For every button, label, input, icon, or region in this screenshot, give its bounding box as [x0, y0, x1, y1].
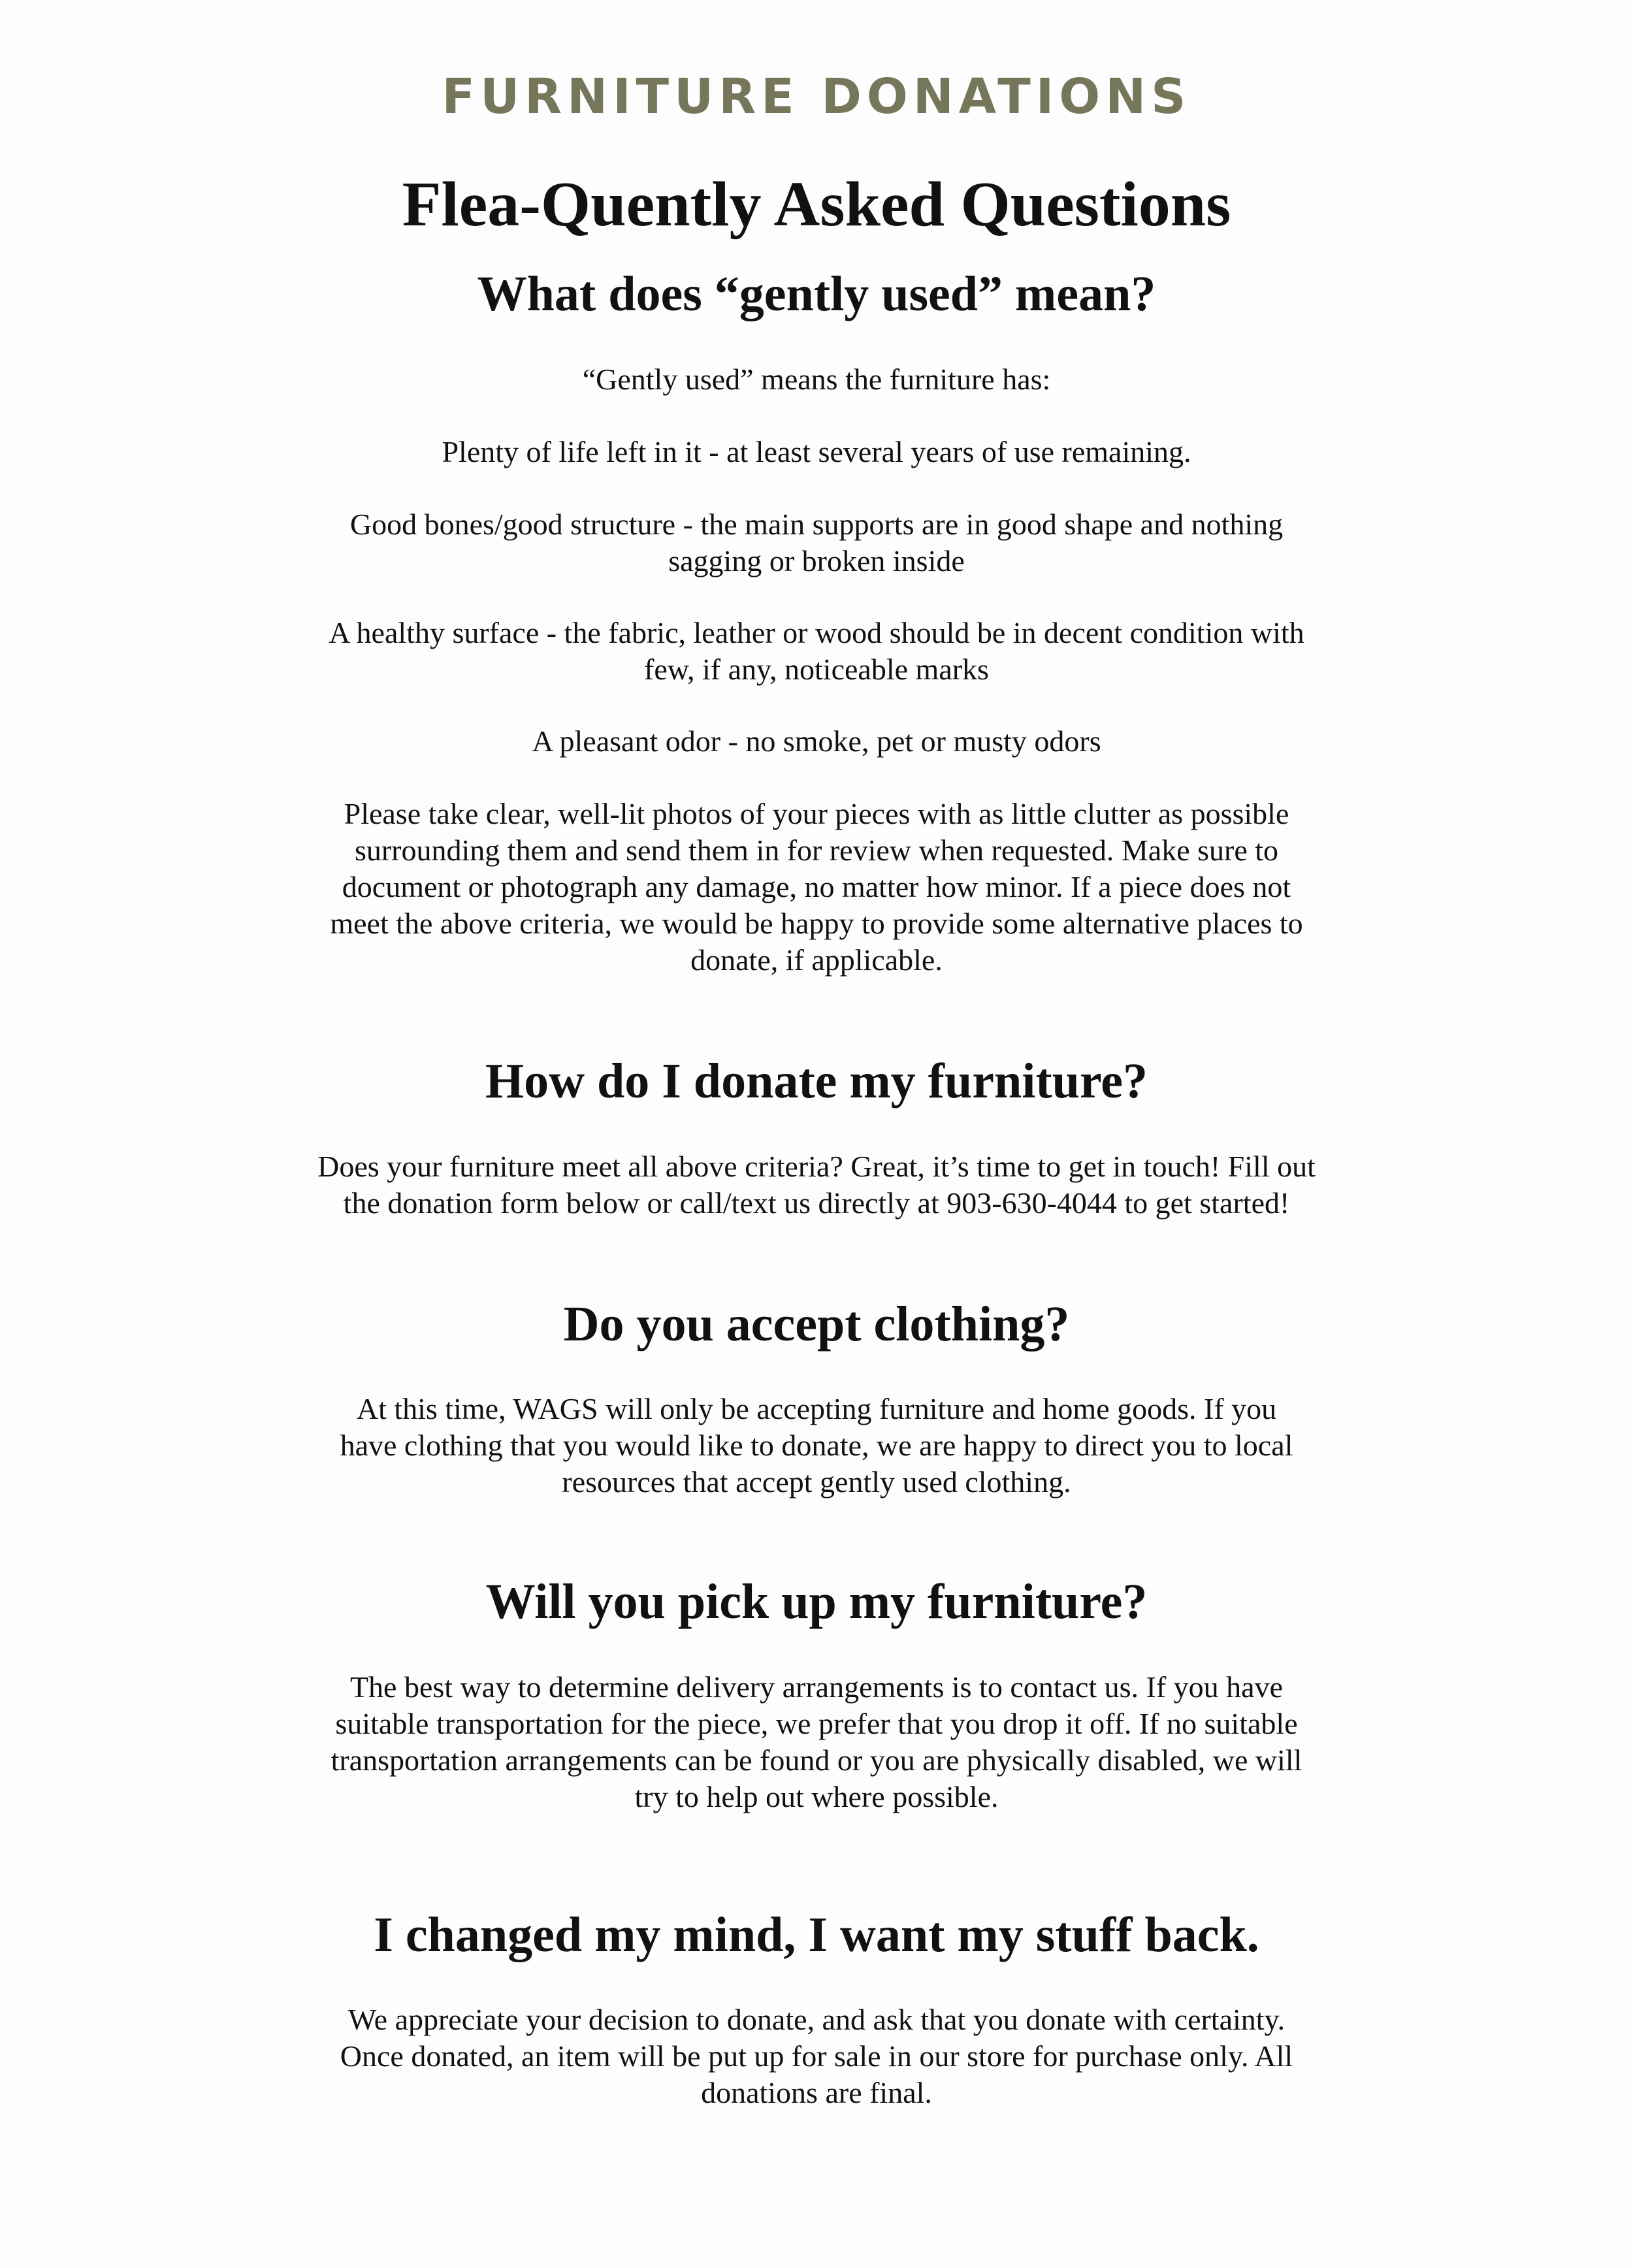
criteria-item-odor: A pleasant odor - no smoke, pet or musty odors [532, 724, 1101, 758]
question-pickup: Will you pick up my furniture? [485, 1574, 1148, 1629]
criteria-item-surface: A healthy surface - the fabric, leather or wood should be in decent condition with few, if any, noticeable marks [329, 616, 1304, 686]
phone-number[interactable]: 903-630-4044 [946, 1186, 1117, 1220]
clothing-answer: At this time, WAGS will only be accepting furniture and home goods. If you have clothing that you would like to donate, we are happy to direct you to local resources that accept gently used clothing. [340, 1392, 1293, 1498]
question-gently-used: What does “gently used” mean? [477, 267, 1156, 321]
question-clothing: Do you accept clothing? [563, 1297, 1070, 1352]
question-how-to-donate: How do I donate my furniture? [485, 1054, 1148, 1109]
page-title: Flea-Quently Asked Questions [402, 169, 1231, 240]
criteria-item-life: Plenty of life left in it - at least several years of use remaining. [442, 435, 1191, 468]
photos-note: Please take clear, well-lit photos of your pieces with as little clutter as possible surrounding them and send them in for review when requested. Make sure to document or photograph any damage, no matter how minor. If a piece does not meet the above criteria, we would be happy to provide some alternative places to donate, if applicable. [330, 797, 1303, 977]
question-changed-mind: I changed my mind, I want my stuff back. [374, 1907, 1259, 1962]
how-to-donate-tail: to get started! [1124, 1186, 1290, 1220]
how-to-donate-answer [314, 1148, 1319, 1222]
section-kicker: FURNITURE DONATIONS [442, 69, 1191, 125]
changed-mind-answer: We appreciate your decision to donate, and ask that you donate with certainty. Once donated, an item will be put up for sale in our store for purchase only. All donations are final. [340, 2003, 1293, 2109]
criteria-item-structure: Good bones/good structure - the main supports are in good shape and nothing sagging or broken inside [349, 508, 1284, 577]
pickup-answer: The best way to determine delivery arrangements is to contact us. If you have suitable transportation for the piece, we prefer that you drop it off. If no suitable transportation arrangements can be found or you are physically disabled, we will try to help out where possible. [331, 1670, 1302, 1813]
how-to-donate-text: Does your furniture meet all above criteria? Great, it’s time to get in touch! Fill out the donation form below or call/text us directly at [317, 1150, 1316, 1220]
gently-used-intro: “Gently used” means the furniture has: [582, 363, 1051, 396]
